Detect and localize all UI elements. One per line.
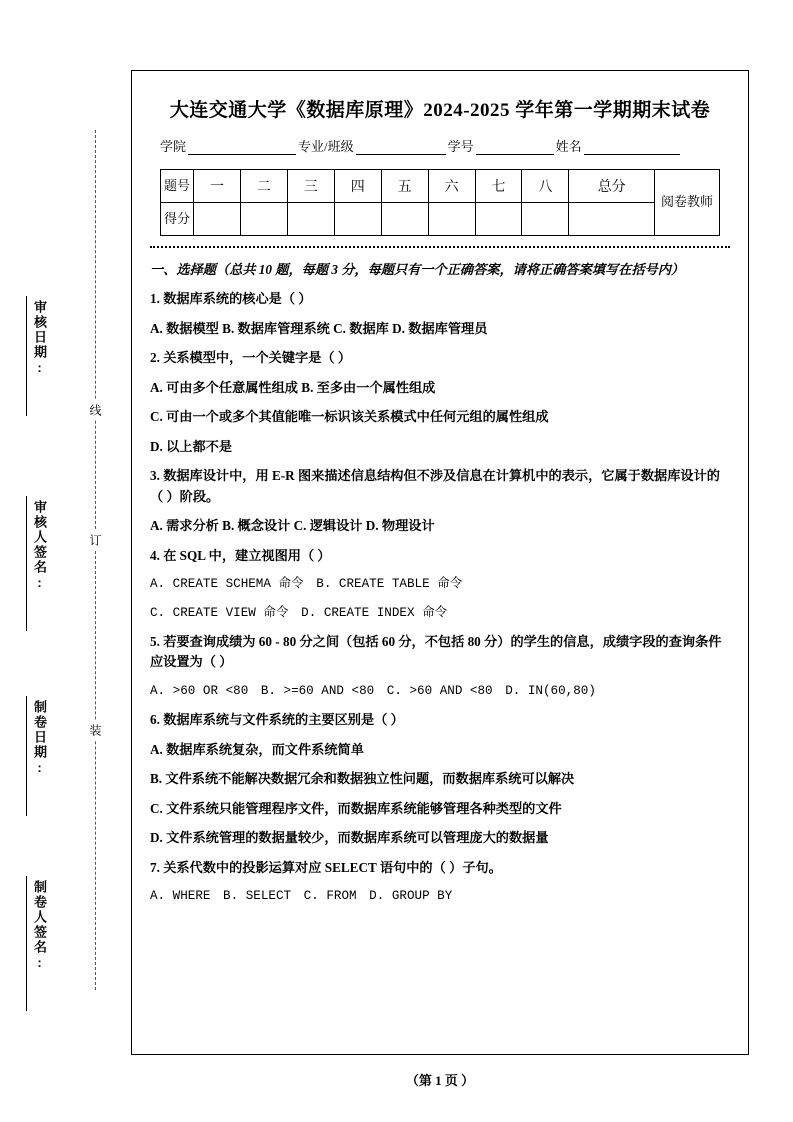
name-input[interactable]	[584, 139, 680, 155]
reviewer-sign-rule	[26, 496, 27, 631]
question-stem-2: 2. 关系模型中，一个关键字是（ ）	[150, 350, 352, 366]
score-cell-5[interactable]	[381, 203, 428, 236]
major-class-input[interactable]	[356, 139, 446, 155]
question-stem-1: 1. 数据库系统的核心是（ ）	[150, 291, 312, 307]
question-stem-3: 3. 数据库设计中，用 E-R 图来描述信息结构但不涉及信息在计算机中的表示，它属于数据库设计的（ ）阶段。	[150, 468, 720, 504]
score-cell-2[interactable]	[240, 203, 287, 236]
name-label: 姓名	[555, 139, 582, 154]
col-2: 二	[240, 170, 287, 203]
row-header-score: 得分	[161, 203, 194, 236]
score-cell-total[interactable]	[569, 203, 655, 236]
question-stem-4: 4. 在 SQL 中，建立视图用（ ）	[150, 547, 331, 563]
paper-sign-rule	[26, 876, 27, 1011]
review-date-label: 审核日期:	[32, 300, 47, 377]
page-title: 大连交通大学《数据库原理》2024‑2025 学年第一学期期末试卷	[169, 100, 711, 121]
col-1: 一	[194, 170, 241, 203]
col-total: 总分	[569, 170, 655, 203]
table-row-scores	[161, 203, 720, 236]
question-options-6d: D. 文件系统管理的数据量较少，而数据库系统可以管理庞大的数据量	[150, 830, 549, 846]
score-cell-8[interactable]	[522, 203, 569, 236]
question-options-1: A. 数据模型 B. 数据库管理系统 C. 数据库 D. 数据库管理员	[150, 320, 488, 336]
question-stem-6: 6. 数据库系统与文件系统的主要区别是（ ）	[150, 712, 404, 728]
student-id-label: 学号	[447, 139, 474, 154]
question-options-2a: A. 可由多个任意属性组成 B. 至多由一个属性组成	[150, 379, 436, 395]
score-table	[160, 169, 720, 236]
college-label: 学院	[160, 139, 187, 154]
binding-seam	[88, 130, 104, 990]
question-options-6b: B. 文件系统不能解决数据冗余和数据独立性问题，而数据库系统可以解决	[150, 771, 575, 787]
page-footer: （第 1 页 ）	[405, 1073, 475, 1088]
section-heading: 一、选择题（总共 10 题，每题 3 分，每题只有一个正确答案，请将正确答案填写在括号内）	[150, 262, 685, 277]
paper-sign-label: 制卷人签名:	[32, 880, 47, 972]
score-cell-3[interactable]	[287, 203, 334, 236]
question-options-3: A. 需求分析 B. 概念设计 C. 逻辑设计 D. 物理设计	[150, 518, 435, 534]
question-options-4b: C. CREATE VIEW 命令 D. CREATE INDEX 命令	[150, 605, 448, 620]
seam-word-ding: 订	[88, 530, 104, 550]
paper-date-rule	[26, 696, 27, 816]
grading-teacher-cell: 阅卷教师	[655, 170, 720, 236]
student-info-line	[160, 136, 730, 155]
paper-date-label: 制卷日期:	[32, 700, 47, 777]
question-options-2c: D. 以上都不是	[150, 438, 233, 454]
col-7: 七	[475, 170, 522, 203]
question-options-6a: A. 数据库系统复杂，而文件系统简单	[150, 741, 364, 757]
question-stem-5: 5. 若要查询成绩为 60 - 80 分之间（包括 60 分，不包括 80 分）的学生的信息，成绩字段的查询条件应设置为（ ）	[150, 634, 722, 670]
seam-word-zhuang: 装	[88, 720, 104, 740]
col-4: 四	[334, 170, 381, 203]
student-id-input[interactable]	[476, 139, 554, 155]
question-options-5: A. >60 OR <80 B. >=60 AND <80 C. >60 AND <80 D. IN(60,80)	[150, 683, 596, 698]
score-cell-6[interactable]	[428, 203, 475, 236]
score-cell-7[interactable]	[475, 203, 522, 236]
score-cell-1[interactable]	[194, 203, 241, 236]
exam-paper	[131, 70, 749, 1055]
table-row-question-numbers	[161, 170, 720, 203]
question-options-4a: A. CREATE SCHEMA 命令 B. CREATE TABLE 命令	[150, 576, 463, 591]
col-5: 五	[381, 170, 428, 203]
question-body	[150, 260, 730, 907]
college-input[interactable]	[188, 139, 296, 155]
section-divider	[150, 246, 730, 248]
seam-dashed-line	[95, 130, 96, 990]
question-options-7: A. WHERE B. SELECT C. FROM D. GROUP BY	[150, 889, 453, 904]
question-options-2b: C. 可由一个或多个其值能唯一标识该关系模式中任何元组的属性组成	[150, 409, 549, 425]
row-header-question-number: 题号	[161, 170, 194, 203]
reviewer-sign-label: 审核人签名:	[32, 500, 47, 592]
review-date-rule	[26, 296, 27, 416]
col-6: 六	[428, 170, 475, 203]
col-8: 八	[522, 170, 569, 203]
major-class-label: 专业/班级	[298, 139, 354, 154]
left-margin-column	[0, 0, 131, 1122]
question-options-6c: C. 文件系统只能管理程序文件，而数据库系统能够管理各种类型的文件	[150, 800, 562, 816]
question-stem-7: 7. 关系代数中的投影运算对应 SELECT 语句中的（ ）子句。	[150, 859, 502, 875]
seam-word-xian: 线	[88, 400, 104, 420]
score-cell-4[interactable]	[334, 203, 381, 236]
col-3: 三	[287, 170, 334, 203]
